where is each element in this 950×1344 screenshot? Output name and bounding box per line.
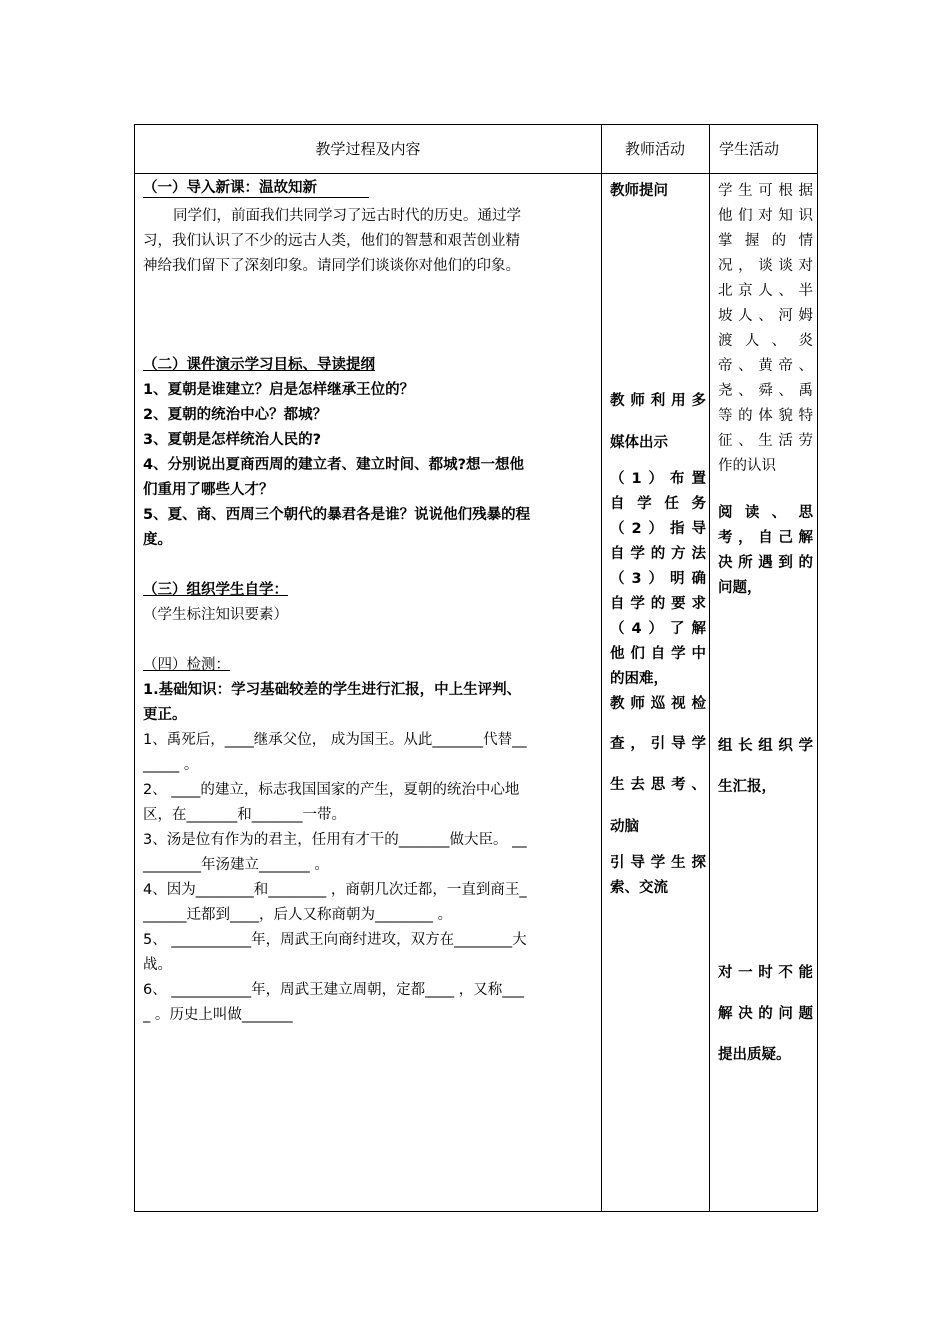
student-activity: 况，谈谈对 bbox=[718, 258, 813, 274]
column-divider bbox=[601, 125, 602, 1211]
student-activity: 坡人、河姆 bbox=[718, 308, 813, 324]
student-activity: 他们对知识 bbox=[718, 208, 813, 224]
teacher-step: （2）指导 bbox=[610, 521, 706, 537]
student-activity: 问题， bbox=[718, 580, 762, 596]
exercise-line: 1、禹死后，____继承父位， 成为国王。从此_______代替__ bbox=[143, 732, 527, 748]
student-activity: 对一时不能 bbox=[718, 965, 813, 981]
exercise-line: _____ 。 bbox=[143, 757, 199, 773]
list-item: 度。 bbox=[143, 532, 172, 548]
list-item: 们重用了哪些人才？ bbox=[143, 482, 274, 498]
exercise-line: ________年汤建立_______ 。 bbox=[143, 857, 329, 873]
student-activity: 北京人、半 bbox=[718, 283, 813, 299]
exercise-line: 战。 bbox=[143, 957, 172, 973]
student-activity: 征、生活劳 bbox=[718, 433, 813, 449]
list-item: 5、夏、商、西周三个朝代的暴君各是谁？说说他们残暴的程 bbox=[143, 507, 531, 523]
teacher-step: 自学的要求 bbox=[610, 596, 706, 612]
teacher-step: （4）了解 bbox=[610, 621, 706, 637]
note: （学生标注知识要素） bbox=[143, 607, 288, 623]
teacher-step: （1）布置 bbox=[610, 471, 706, 487]
exercise-line: 6、 ___________年，周武王建立周朝，定都____ ，又称___ bbox=[143, 982, 524, 998]
section-title-4: （四）检测： bbox=[143, 657, 230, 673]
teacher-activity: 引导学生探 bbox=[610, 855, 706, 871]
student-activity: 作的认识 bbox=[718, 458, 776, 474]
teacher-step: 他们自学中 bbox=[610, 646, 706, 662]
student-activity: 学生可根据 bbox=[718, 183, 813, 199]
teacher-step: 自学任务 bbox=[610, 496, 706, 512]
exercise-line: 4、因为________和________ ，商朝几次迁都，一直到商王_ bbox=[143, 882, 527, 898]
list-item: 3、夏朝是怎样统治人民的? bbox=[143, 432, 321, 448]
subheading-line: 更正。 bbox=[143, 707, 187, 723]
teacher-step: （3）明确 bbox=[610, 571, 706, 587]
teacher-activity: 媒体出示 bbox=[610, 435, 668, 451]
column-divider bbox=[709, 125, 710, 1211]
exercise-line: 5、 ___________年，周武王向商纣进攻，双方在________大 bbox=[143, 932, 527, 948]
section-title-3: （三）组织学生自学： bbox=[143, 582, 288, 598]
teacher-step: 的困难， bbox=[610, 671, 668, 687]
student-activity: 解决的问题 bbox=[718, 1006, 813, 1022]
student-activity: 生汇报， bbox=[718, 779, 776, 795]
student-activity: 决所遇到的 bbox=[718, 555, 813, 571]
teacher-activity: 动脑 bbox=[610, 819, 639, 835]
teacher-activity: 教师利用多 bbox=[610, 393, 706, 409]
student-activity: 帝、黄帝、 bbox=[718, 358, 813, 374]
student-activity: 尧、舜、禹 bbox=[718, 383, 813, 399]
teacher-activity: 索、交流 bbox=[610, 880, 668, 896]
paragraph-line: 习，我们认识了不少的远古人类，他们的智慧和艰苦创业精 bbox=[143, 233, 520, 249]
header-student: 学生活动 bbox=[719, 140, 780, 158]
header-teacher: 教师活动 bbox=[624, 140, 685, 158]
list-item: 1、夏朝是谁建立？启是怎样继承王位的？ bbox=[143, 382, 415, 398]
header-content: 教学过程及内容 bbox=[315, 140, 421, 158]
exercise-line: 3、汤是位有作为的君主，任用有才干的_______做大臣。 __ bbox=[143, 832, 527, 848]
student-activity: 考，自己解 bbox=[718, 530, 813, 546]
exercise-line: 2、 ____的建立，标志我国国家的产生，夏朝的统治中心地 bbox=[143, 782, 520, 798]
teacher-step: 自学的方法 bbox=[610, 546, 706, 562]
teacher-activity: 查，引导学 bbox=[610, 736, 706, 752]
student-activity: 组长组织学 bbox=[718, 738, 813, 754]
teacher-step: 教师巡视检 bbox=[610, 696, 706, 712]
section-title-2: （二）课件演示学习目标、导读提纲 bbox=[143, 357, 375, 373]
paragraph-line: 神给我们留下了深刻印象。请同学们谈谈你对他们的印象。 bbox=[143, 258, 520, 274]
exercise-line: ______迁都到____，后人又称商朝为________ 。 bbox=[143, 907, 453, 923]
header-divider bbox=[135, 173, 817, 174]
section-title-1: （一）导入新课：温故知新 bbox=[143, 179, 369, 198]
exercise-line: 区，在_______和_______一带。 bbox=[143, 807, 346, 823]
list-item: 4、分别说出夏商西周的建立者、建立时间、都城?想一想他 bbox=[143, 457, 524, 473]
teacher-activity: 教师提问 bbox=[610, 183, 668, 199]
student-activity: 提出质疑。 bbox=[718, 1047, 791, 1063]
lesson-table bbox=[134, 124, 818, 1212]
student-activity: 阅读、思 bbox=[718, 505, 813, 521]
exercise-line: _ 。历史上叫做_______ bbox=[143, 1007, 293, 1023]
list-item: 2、夏朝的统治中心？都城？ bbox=[143, 407, 328, 423]
student-activity: 掌握的情 bbox=[718, 233, 813, 249]
subheading-line: 1.基础知识：学习基础较差的学生进行汇报，中上生评判、 bbox=[143, 682, 522, 698]
teacher-activity: 生去思考、 bbox=[610, 777, 706, 793]
student-activity: 渡人、炎 bbox=[718, 333, 813, 349]
paragraph-line: 同学们，前面我们共同学习了远古时代的历史。通过学 bbox=[173, 208, 521, 224]
student-activity: 等的体貌特 bbox=[718, 408, 813, 424]
